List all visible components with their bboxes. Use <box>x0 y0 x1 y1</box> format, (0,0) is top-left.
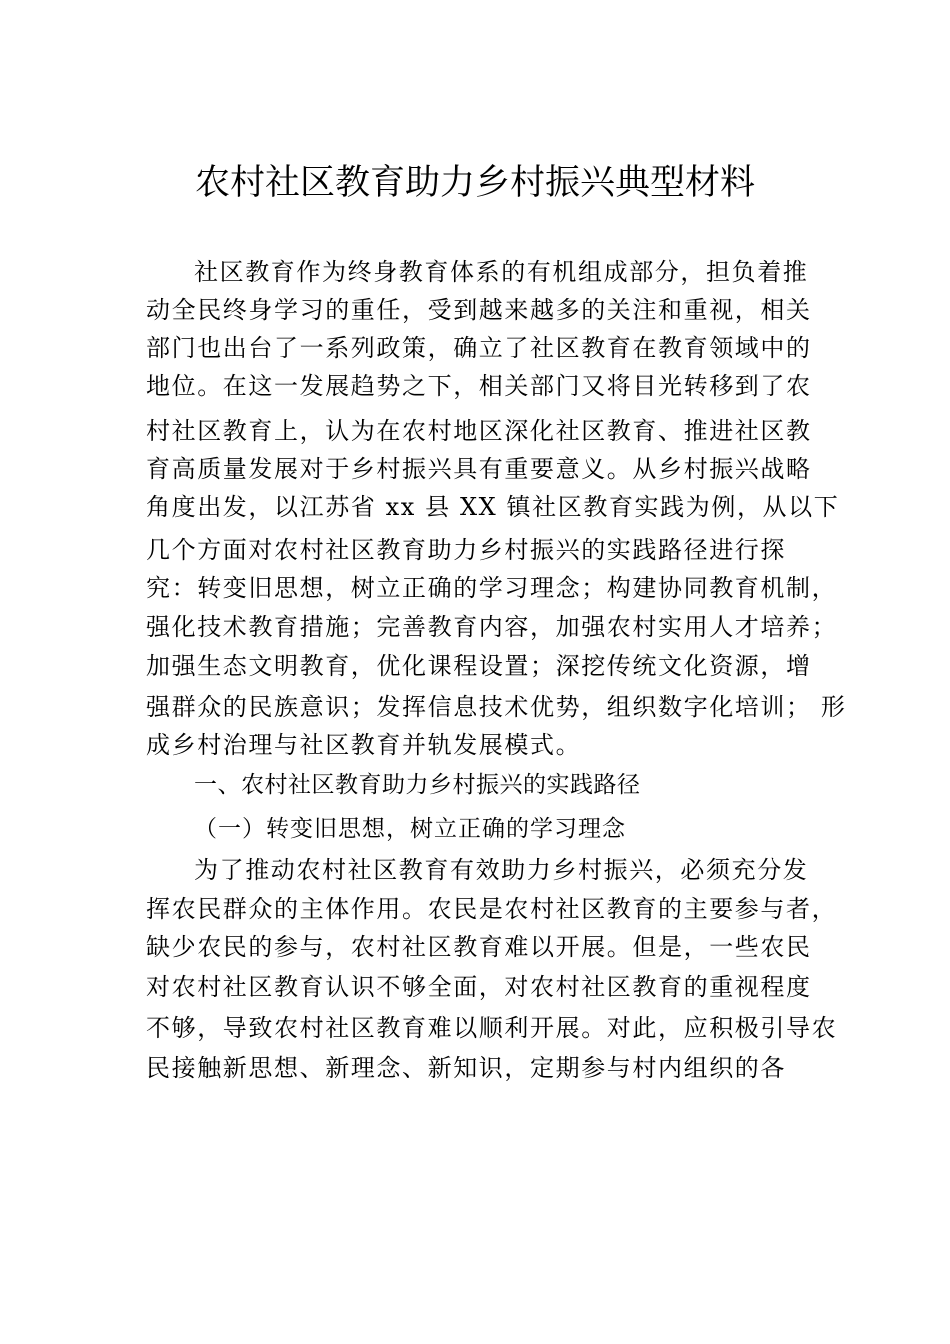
paragraph1-line-2: 动全民终身学习的重任，受到越来越多的关注和重视，相关 <box>146 296 812 324</box>
paragraph1-line-7: 角度出发，以江苏省 xx 县 XX 镇社区教育实践为例，从以下 <box>146 493 840 521</box>
paragraph2-line-5: 不够，导致农村社区教育难以顺利开展。对此，应积极引导农 <box>146 1014 838 1042</box>
paragraph2-line-3: 缺少农民的参与，农村社区教育难以开展。但是，一些农民 <box>146 933 812 961</box>
paragraph2-line-2: 挥农民群众的主体作用。农民是农村社区教育的主要参与者， <box>146 895 838 923</box>
paragraph1-line-1: 社区教育作为终身教育体系的有机组成部分，担负着推 <box>194 258 809 286</box>
paragraph1-line-3: 部门也出台了一系列政策，确立了社区教育在教育领域中的 <box>146 334 812 362</box>
paragraph2-line-6: 民接触新思想、新理念、新知识，定期参与村内组织的各 <box>146 1054 786 1082</box>
subsection-heading: （一）转变旧思想，树立正确的学习理念 <box>194 816 626 842</box>
document-title: 农村社区教育助力乡村振兴典型材料 <box>194 163 755 203</box>
paragraph1-line-4: 地位。在这一发展趋势之下，相关部门又将目光转移到了农 <box>146 372 812 400</box>
paragraph2-line-1: 为了推动农村社区教育有效助力乡村振兴，必须充分发 <box>194 856 809 884</box>
paragraph1-line-13: 成乡村治理与社区教育并轨发展模式。 <box>146 731 582 759</box>
paragraph1-line-5: 村社区教育上，认为在农村地区深化社区教育、推进社区教 <box>146 417 812 445</box>
paragraph2-line-4: 对农村社区教育认识不够全面，对农村社区教育的重视程度 <box>146 973 812 1001</box>
paragraph1-line-8: 几个方面对农村社区教育助力乡村振兴的实践路径进行探 <box>146 536 786 564</box>
paragraph1-line-9: 究：转变旧思想，树立正确的学习理念；构建协同教育机制， <box>146 574 838 602</box>
section-heading: 一、农村社区教育助力乡村振兴的实践路径 <box>194 772 641 798</box>
paragraph1-line-11: 加强生态文明教育，优化课程设置；深挖传统文化资源，增 <box>146 652 812 680</box>
paragraph1-line-10: 强化技术教育措施；完善教育内容，加强农村实用人才培养； <box>146 613 838 641</box>
paragraph1-line-12: 强群众的民族意识；发挥信息技术优势，组织数字化培训； 形 <box>146 693 847 721</box>
paragraph1-line-6: 育高质量发展对于乡村振兴具有重要意义。从乡村振兴战略 <box>146 455 812 483</box>
